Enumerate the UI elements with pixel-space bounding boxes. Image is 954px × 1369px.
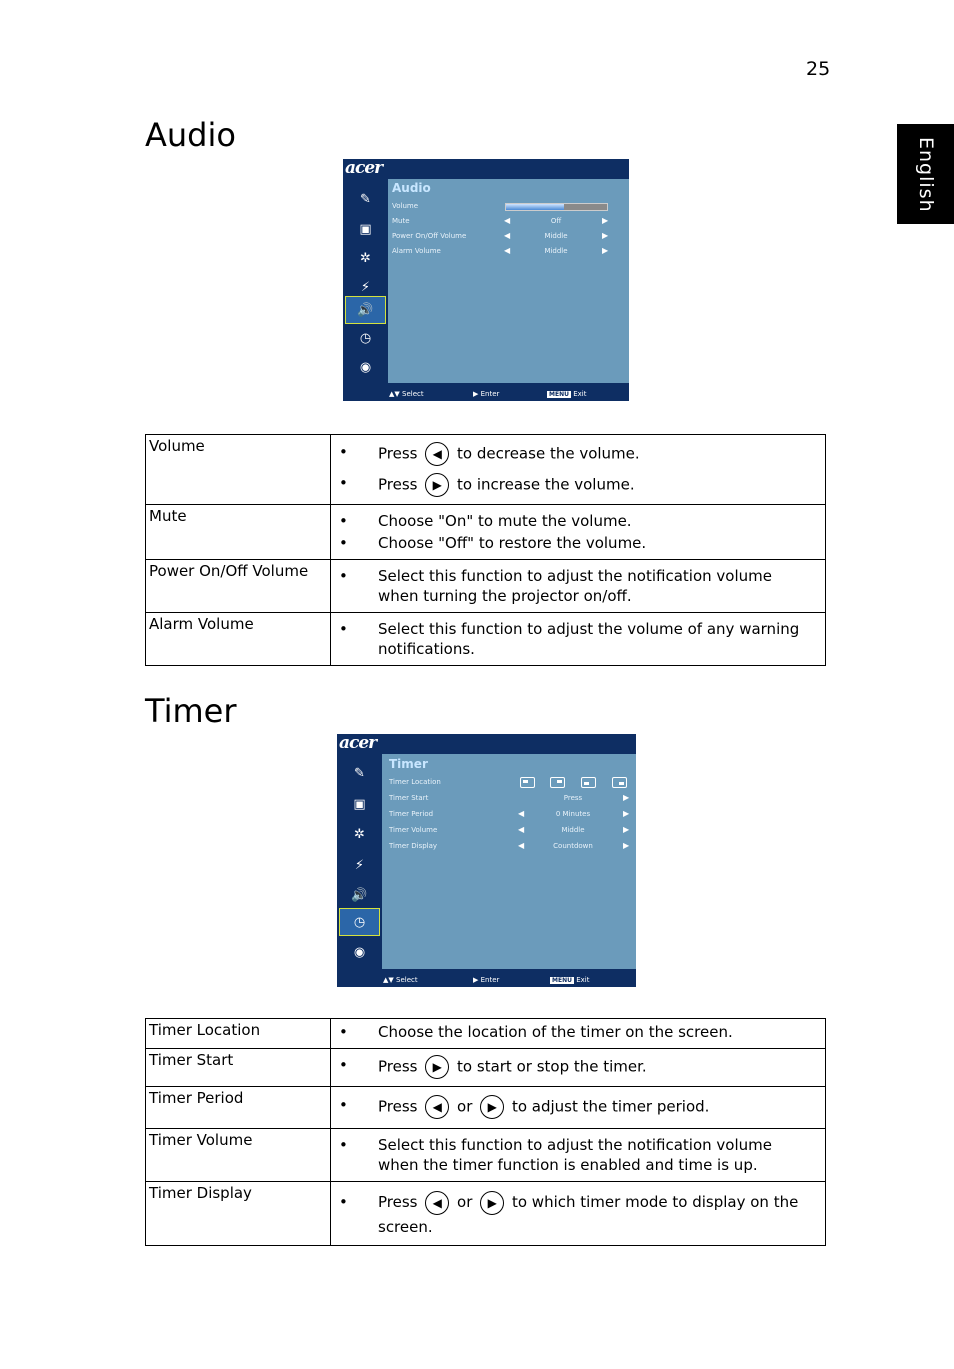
row-description: • Select this function to adjust the notification volume when turning the projector on/off. bbox=[331, 560, 826, 613]
right-button-icon: ▶ bbox=[425, 473, 449, 497]
osd-menu-title: Timer bbox=[389, 757, 428, 771]
osd-row-label: Volume bbox=[392, 202, 419, 210]
osd-row-label: Power On/Off Volume bbox=[392, 232, 467, 240]
osd-hint-select: ▲▼ Select bbox=[383, 976, 418, 984]
color-icon: ✎ bbox=[354, 765, 365, 781]
bullet-text: Choose the location of the timer on the screen. bbox=[378, 1023, 733, 1041]
row-description: • Press ◀ or ▶ to adjust the timer period. bbox=[331, 1087, 826, 1129]
osd-row-label: Mute bbox=[392, 217, 410, 225]
language-icon: ◉ bbox=[359, 359, 372, 375]
row-name: Timer Start bbox=[146, 1049, 331, 1087]
osd-row-label: Timer Location bbox=[389, 778, 441, 786]
osd-top-bar bbox=[343, 159, 629, 179]
hint-exit-label: Exit bbox=[576, 976, 590, 984]
bullet-pre: Press bbox=[378, 1057, 418, 1076]
menu-key-icon: MENU bbox=[552, 977, 572, 984]
image-icon: ▣ bbox=[353, 796, 366, 812]
timer-description-table bbox=[145, 1018, 826, 1246]
osd-row-value: 0 Minutes bbox=[555, 810, 591, 818]
osd-bottom-bar bbox=[337, 969, 636, 987]
osd-row-label: Alarm Volume bbox=[392, 247, 441, 255]
osd-row-alarm-volume bbox=[392, 245, 611, 259]
osd-hint-exit bbox=[547, 390, 586, 398]
language-icon: ◉ bbox=[353, 944, 366, 960]
osd-row-mute bbox=[392, 215, 611, 229]
bullet-post: to adjust the timer period. bbox=[511, 1097, 710, 1116]
audio-icon: 🔊 bbox=[345, 296, 386, 324]
osd-menu-title: Audio bbox=[392, 181, 431, 195]
osd-row-timer-volume bbox=[389, 824, 630, 838]
osd-row-value: Middle bbox=[544, 247, 568, 255]
bullet-text bbox=[378, 442, 817, 466]
timer-icon: ◷ bbox=[339, 908, 380, 936]
right-arrow-icon: ▶ bbox=[602, 246, 609, 255]
right-arrow-icon: ▶ bbox=[623, 841, 630, 850]
bullet-text: Select this function to adjust the notification volume when turning the projector on/off. bbox=[378, 567, 772, 605]
row-name: Volume bbox=[146, 435, 331, 505]
bullet-text bbox=[378, 1055, 817, 1079]
bullet-text bbox=[378, 473, 817, 497]
left-arrow-icon: ◀ bbox=[504, 231, 511, 240]
bullet-text: Select this function to adjust the notification volume when the timer function is enabled and time is up. bbox=[378, 1136, 772, 1174]
row-description: • Select this function to adjust the volume of any warning notifications. bbox=[331, 613, 826, 666]
osd-row-timer-period bbox=[389, 808, 630, 822]
osd-row-label: Timer Start bbox=[389, 794, 429, 802]
right-arrow-icon: ▶ bbox=[602, 231, 609, 240]
osd-row-value: Middle bbox=[561, 826, 585, 834]
volume-slider-fill bbox=[506, 204, 564, 210]
table-row bbox=[146, 1019, 826, 1049]
row-name: Alarm Volume bbox=[146, 613, 331, 666]
bullet-pre: Press bbox=[378, 444, 418, 463]
right-button-icon: ▶ bbox=[480, 1095, 504, 1119]
bullet-pre: Press bbox=[378, 1097, 418, 1116]
left-arrow-icon: ◀ bbox=[504, 246, 511, 255]
table-row bbox=[146, 435, 826, 505]
hint-select-label: Select bbox=[402, 390, 424, 398]
management-icon: ⚡ bbox=[360, 279, 371, 295]
osd-bottom-bar bbox=[343, 383, 629, 401]
settings-icon: ✲ bbox=[360, 250, 371, 266]
bullet-mid: or bbox=[457, 1097, 473, 1116]
page-number: 25 bbox=[806, 58, 831, 80]
location-top-left-icon bbox=[520, 777, 535, 788]
row-name: Power On/Off Volume bbox=[146, 560, 331, 613]
osd-row-value: Off bbox=[550, 217, 562, 225]
bullet-post: to start or stop the timer. bbox=[457, 1057, 647, 1076]
acer-logo: acer bbox=[339, 734, 377, 753]
osd-sidebar bbox=[337, 754, 382, 969]
osd-row-label: Timer Period bbox=[389, 810, 434, 818]
osd-sidebar bbox=[343, 179, 388, 383]
bullet-post: to decrease the volume. bbox=[457, 444, 640, 463]
audio-description-table bbox=[145, 434, 826, 666]
hint-enter-label: Enter bbox=[480, 390, 500, 398]
osd-row-timer-display bbox=[389, 840, 630, 854]
right-button-icon: ▶ bbox=[425, 1055, 449, 1079]
settings-icon: ✲ bbox=[354, 826, 365, 842]
timer-heading: Timer bbox=[145, 692, 237, 730]
row-name: Timer Period bbox=[146, 1087, 331, 1129]
left-arrow-icon: ◀ bbox=[518, 825, 525, 834]
row-description: • Press ▶ to start or stop the timer. bbox=[331, 1049, 826, 1087]
osd-hint-enter: ▶ Enter bbox=[473, 976, 500, 984]
table-row bbox=[146, 505, 826, 560]
left-arrow-icon: ◀ bbox=[504, 216, 511, 225]
row-description: • Press ◀ or ▶ to which timer mode to display on the screen. bbox=[331, 1182, 826, 1246]
bullet-text: Choose "On" to mute the volume. bbox=[378, 512, 632, 530]
language-tab-label: English bbox=[915, 137, 937, 213]
bullet-text bbox=[378, 1190, 817, 1239]
color-icon: ✎ bbox=[360, 191, 371, 207]
table-row bbox=[146, 1087, 826, 1129]
hint-select-label: Select bbox=[396, 976, 418, 984]
acer-logo: acer bbox=[345, 159, 383, 178]
timer-osd-screenshot bbox=[337, 734, 636, 987]
language-tab bbox=[897, 124, 954, 224]
row-description: • Choose the location of the timer on the screen. bbox=[331, 1019, 826, 1049]
hint-exit-label: Exit bbox=[573, 390, 587, 398]
location-bottom-right-icon bbox=[612, 777, 627, 788]
row-name: Mute bbox=[146, 505, 331, 560]
hint-enter-label: Enter bbox=[480, 976, 500, 984]
volume-slider bbox=[505, 203, 608, 211]
left-button-icon: ◀ bbox=[425, 1095, 449, 1119]
left-button-icon: ◀ bbox=[425, 442, 449, 466]
right-arrow-icon: ▶ bbox=[602, 216, 609, 225]
osd-row-timer-start bbox=[389, 792, 630, 806]
osd-row-value: Countdown bbox=[553, 842, 593, 850]
row-name: Timer Location bbox=[146, 1019, 331, 1049]
bullet-pre: Press bbox=[378, 1193, 418, 1211]
osd-row-label: Timer Volume bbox=[389, 826, 438, 834]
osd-hint-enter: ▶ Enter bbox=[473, 390, 500, 398]
table-row bbox=[146, 613, 826, 666]
menu-key-icon: MENU bbox=[549, 391, 569, 398]
osd-row-power-volume bbox=[392, 230, 611, 244]
management-icon: ⚡ bbox=[354, 857, 365, 873]
osd-row-timer-location bbox=[389, 776, 618, 790]
osd-top-bar bbox=[337, 734, 636, 754]
bullet-pre: Press bbox=[378, 475, 418, 494]
location-bottom-left-icon bbox=[581, 777, 596, 788]
right-arrow-icon: ▶ bbox=[623, 793, 630, 802]
table-row bbox=[146, 1049, 826, 1087]
osd-row-value: Middle bbox=[544, 232, 568, 240]
bullet-post: to increase the volume. bbox=[457, 475, 635, 494]
bullet-mid: or bbox=[457, 1193, 473, 1211]
row-name: Timer Display bbox=[146, 1182, 331, 1246]
right-button-icon: ▶ bbox=[480, 1191, 504, 1215]
left-arrow-icon: ◀ bbox=[518, 841, 525, 850]
osd-row-volume bbox=[392, 200, 611, 214]
osd-row-label: Timer Display bbox=[389, 842, 438, 850]
audio-icon: 🔊 bbox=[351, 887, 368, 903]
table-row bbox=[146, 560, 826, 613]
left-arrow-icon: ◀ bbox=[518, 809, 525, 818]
right-arrow-icon: ▶ bbox=[623, 809, 630, 818]
table-row bbox=[146, 1129, 826, 1182]
bullet-text: Choose "Off" to restore the volume. bbox=[378, 534, 647, 552]
osd-hint-exit bbox=[550, 976, 589, 984]
bullet-post: to which timer mode to display on the screen. bbox=[378, 1193, 799, 1236]
right-arrow-icon: ▶ bbox=[623, 825, 630, 834]
image-icon: ▣ bbox=[359, 221, 372, 237]
row-description: • Select this function to adjust the notification volume when the timer function is enabled and time is up. bbox=[331, 1129, 826, 1182]
left-button-icon: ◀ bbox=[425, 1191, 449, 1215]
location-top-right-icon bbox=[550, 777, 565, 788]
audio-heading: Audio bbox=[145, 116, 236, 154]
audio-osd-screenshot bbox=[343, 159, 629, 401]
table-row bbox=[146, 1182, 826, 1246]
row-name: Timer Volume bbox=[146, 1129, 331, 1182]
osd-hint-select: ▲▼ Select bbox=[389, 390, 424, 398]
bullet-text: Select this function to adjust the volume of any warning notifications. bbox=[378, 620, 800, 658]
timer-icon: ◷ bbox=[359, 330, 372, 346]
osd-row-value: Press bbox=[563, 794, 583, 802]
row-description: • Choose "On" to mute the volume. • Choose "Off" to restore the volume. bbox=[331, 505, 826, 560]
row-description: • Press ◀ to decrease the volume. • Press ▶ to increase the volume. bbox=[331, 435, 826, 505]
bullet-text bbox=[378, 1095, 817, 1119]
